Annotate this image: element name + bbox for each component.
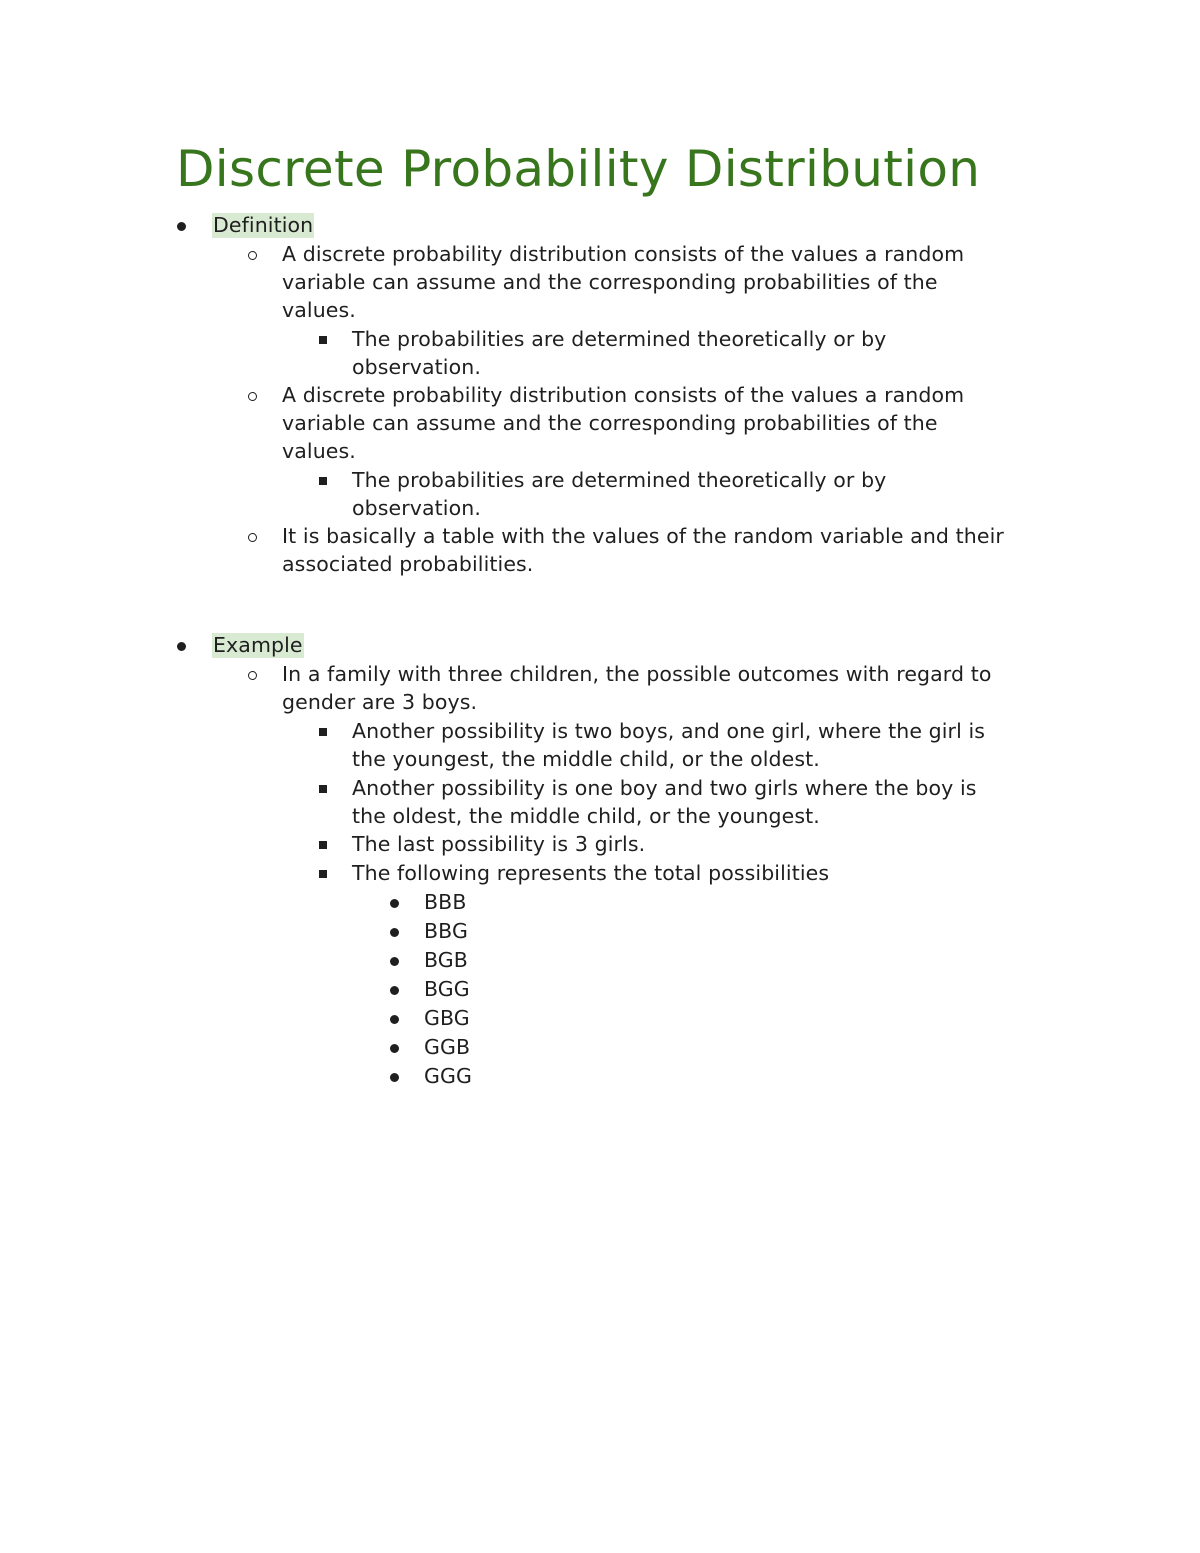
outcome-item: BBB — [424, 890, 467, 914]
definition-item-2-sub-line-2: observation. — [352, 496, 481, 520]
definition-item-1-line-2: variable can assume and the corresponding probabilities of the — [282, 270, 938, 294]
bullet-square-icon — [319, 477, 327, 485]
definition-item-3-line-2: associated probabilities. — [282, 552, 534, 576]
example-intro-line-1: In a family with three children, the possible outcomes with regard to — [282, 662, 992, 686]
example-point-2-line-2: the oldest, the middle child, or the youngest. — [352, 804, 820, 828]
definition-item-1-line-1: A discrete probability distribution consists of the values a random — [282, 242, 965, 266]
definition-item-3-line-1: It is basically a table with the values of the random variable and their — [282, 524, 1004, 548]
bullet-dot-icon — [177, 222, 186, 231]
definition-item-1-sub-line-2: observation. — [352, 355, 481, 379]
bullet-square-icon — [319, 870, 327, 878]
bullet-ring-icon — [248, 533, 257, 542]
example-point-1-line-1: Another possibility is two boys, and one girl, where the girl is — [352, 719, 986, 743]
bullet-dot-icon — [390, 899, 399, 908]
example-point-4: The following represents the total possibilities — [352, 861, 830, 885]
bullet-dot-icon — [177, 642, 186, 651]
example-point-2-line-1: Another possibility is one boy and two girls where the boy is — [352, 776, 977, 800]
bullet-square-icon — [319, 336, 327, 344]
bullet-square-icon — [319, 841, 327, 849]
definition-item-2-line-1: A discrete probability distribution consists of the values a random — [282, 383, 965, 407]
page-title: Discrete Probability Distribution — [176, 140, 981, 198]
bullet-dot-icon — [390, 1044, 399, 1053]
bullet-ring-icon — [248, 392, 257, 401]
section-heading-definition: Definition — [213, 213, 314, 237]
example-intro-line-2: gender are 3 boys. — [282, 690, 478, 714]
bullet-ring-icon — [248, 251, 257, 260]
example-point-3: The last possibility is 3 girls. — [352, 832, 646, 856]
bullet-dot-icon — [390, 957, 399, 966]
definition-item-2-line-2: variable can assume and the corresponding probabilities of the — [282, 411, 938, 435]
outcome-item: BGG — [424, 977, 470, 1001]
outcome-item: GBG — [424, 1006, 470, 1030]
bullet-ring-icon — [248, 671, 257, 680]
definition-item-1-sub-line-1: The probabilities are determined theoretically or by — [352, 327, 887, 351]
bullet-dot-icon — [390, 1015, 399, 1024]
outcome-item: GGG — [424, 1064, 472, 1088]
bullet-square-icon — [319, 785, 327, 793]
outcome-item: GGB — [424, 1035, 471, 1059]
definition-item-2-line-3: values. — [282, 439, 356, 463]
bullet-dot-icon — [390, 928, 399, 937]
definition-item-2-sub-line-1: The probabilities are determined theoretically or by — [352, 468, 887, 492]
outcome-item: BBG — [424, 919, 468, 943]
bullet-square-icon — [319, 728, 327, 736]
bullet-dot-icon — [390, 986, 399, 995]
bullet-dot-icon — [390, 1073, 399, 1082]
outcome-item: BGB — [424, 948, 468, 972]
example-point-1-line-2: the youngest, the middle child, or the oldest. — [352, 747, 820, 771]
definition-item-1-line-3: values. — [282, 298, 356, 322]
section-heading-example: Example — [213, 633, 303, 657]
